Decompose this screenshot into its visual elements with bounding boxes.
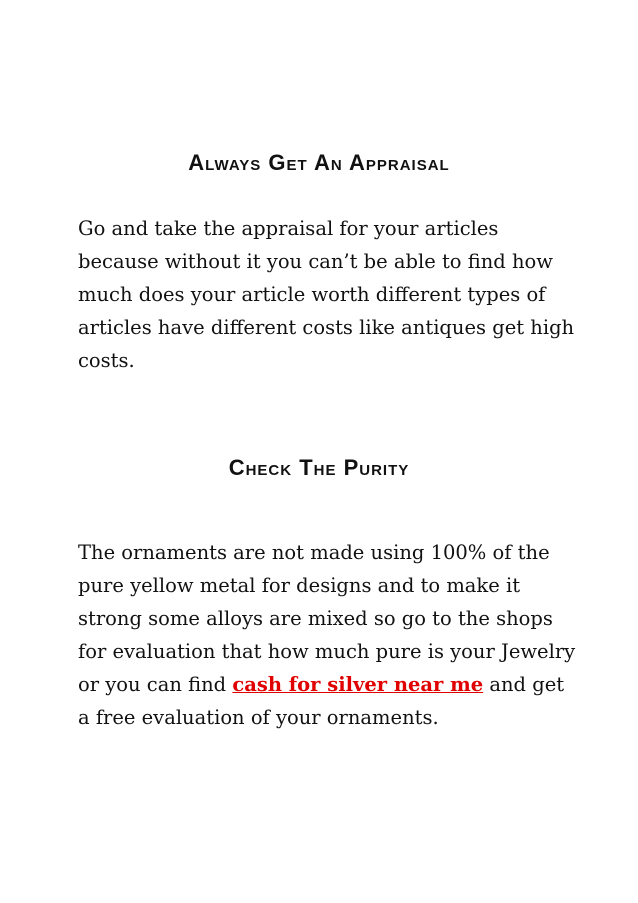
cash-for-silver-link[interactable]: cash for silver near me [232,673,484,696]
paragraph-purity [78,536,578,734]
paragraph-purity-text-2: and get a free evaluation of your ornaments. [78,673,565,729]
heading-appraisal: Always Get An Appraisal [188,150,450,175]
paragraph-appraisal: Go and take the appraisal for your articles because without it you can’t be able to find how much does your article worth different types of articles have different costs like antiques get high costs. [78,217,575,372]
paragraph-purity-text-1: The ornaments are not made using 100% of the pure yellow metal for designs and to make it strong some alloys are mixed so go to the shops for evaluation that how much pure is your Jewelry or you can find [78,541,576,696]
heading-purity: Check The Purity [228,455,410,480]
